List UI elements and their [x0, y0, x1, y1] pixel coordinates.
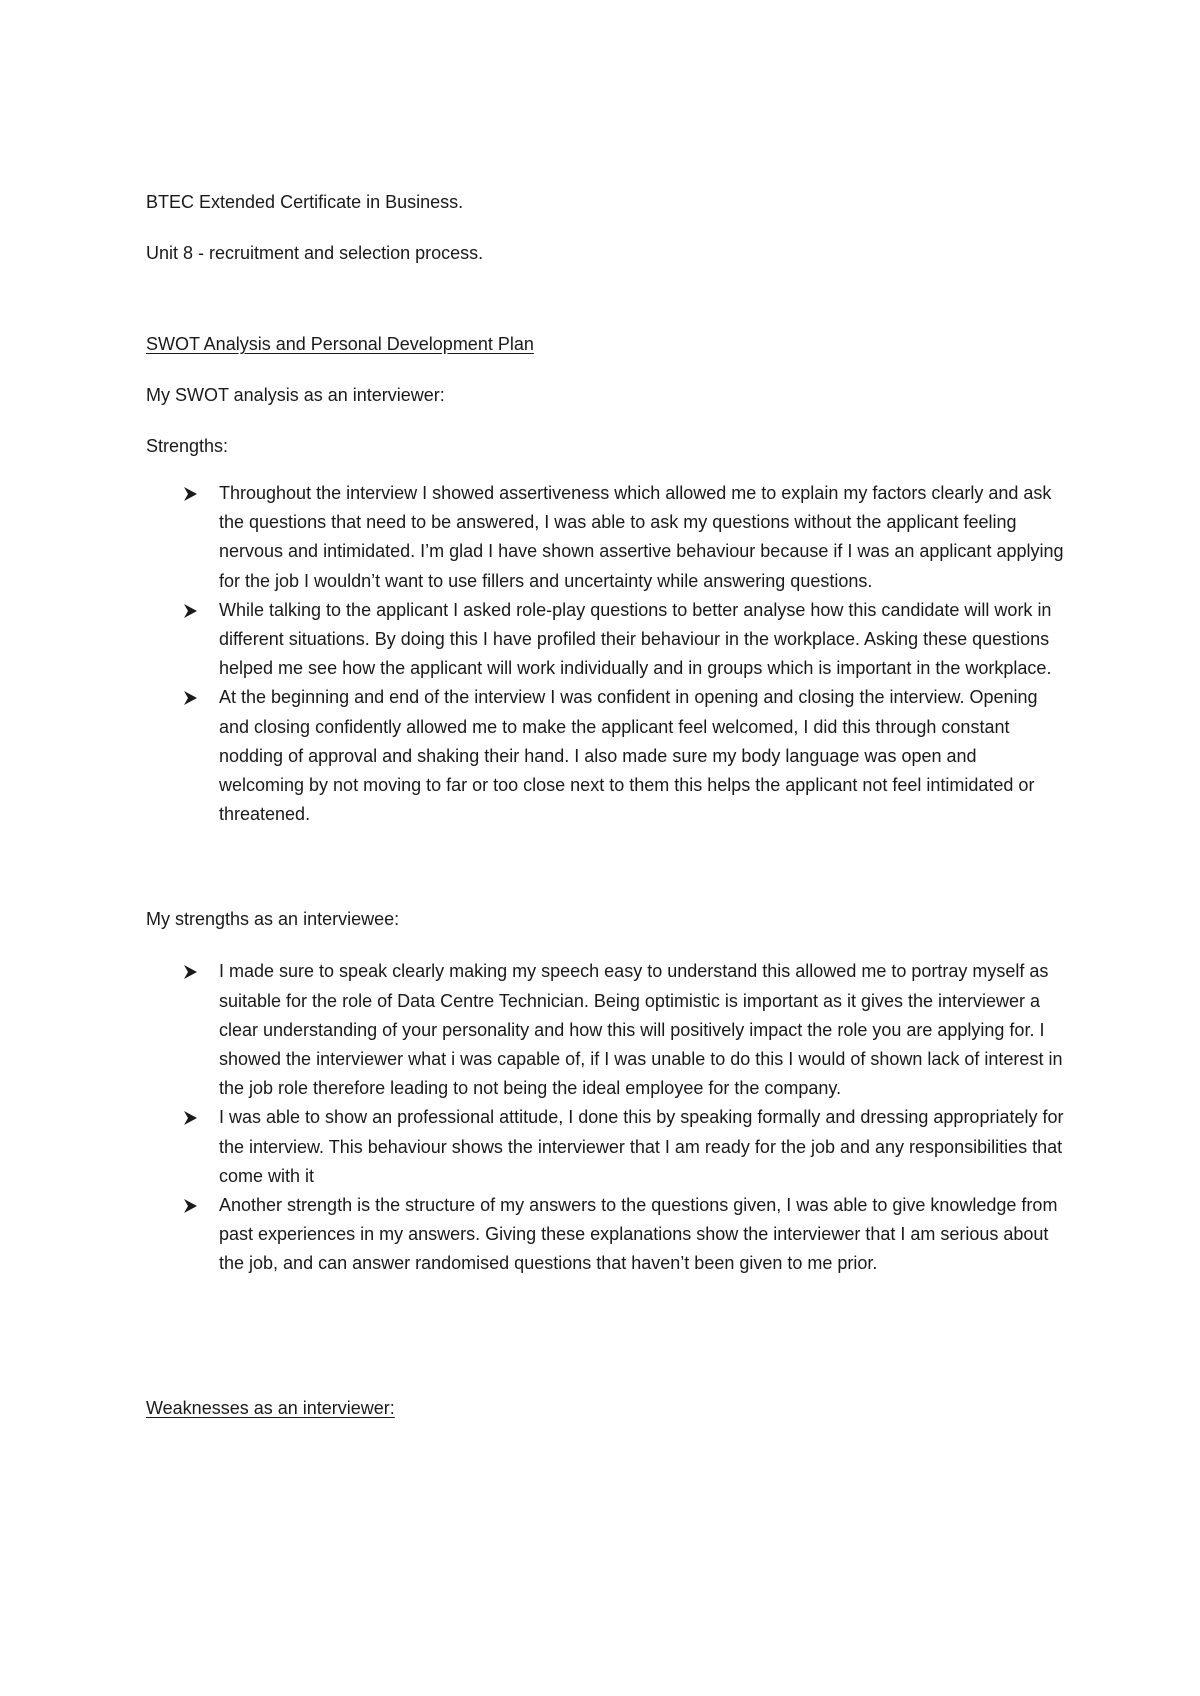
swot-intro: My SWOT analysis as an interviewer:: [146, 385, 445, 405]
bullet-text: I made sure to speak clearly making my speech easy to understand this allowed me to portray myself as suitable for the role of Data Centre Technician. Being optimistic is important as it gives the interviewer a clear understanding of your personality and how this will positively impact the role you are applying for. I showed the interviewer what i was capable of, if I was unable to do this I would of shown lack of interest in the job role therefore leading to not being the ideal employee for the company.: [219, 961, 1063, 1099]
bullet-text: Throughout the interview I showed assertiveness which allowed me to explain my factors clearly and ask the questions that need to be answered, I was able to ask my questions without the applicant feeling nervous and intimidated. I’m glad I have shown assertive behaviour because if I was an applicant applying for the job I wouldn’t want to use fillers and uncertainty while answering questions.: [219, 483, 1064, 591]
arrow-bullet-icon: [183, 1191, 199, 1220]
arrow-bullet-icon: [183, 957, 199, 986]
bullet-text: At the beginning and end of the interview I was confident in opening and closing the interview. Opening and closing confidently allowed me to make the applicant feel welcomed, I did this through constant nodding of approval and shaking their hand. I also made sure my body language was open and welcoming by not moving to far or too close next to them this helps the applicant not feel intimidated or threatened.: [219, 687, 1038, 825]
course-title: BTEC Extended Certificate in Business.: [146, 192, 464, 212]
list-item: [146, 683, 1066, 829]
bullet-text: I was able to show an professional attitude, I done this by speaking formally and dressing appropriately for the interview. This behaviour shows the interviewer that I am ready for the job and any responsibilities that come with it: [219, 1107, 1064, 1186]
bullet-text: While talking to the applicant I asked role-play questions to better analyse how this candidate will work in different situations. By doing this I have profiled their behaviour in the workplace. Asking these questions helped me see how the applicant will work individually and in groups which is important in the workplace.: [219, 599, 1052, 679]
arrow-bullet-icon: [183, 596, 199, 625]
list-item: [146, 1103, 1066, 1191]
arrow-bullet-icon: [183, 479, 199, 508]
weaknesses-heading: Weaknesses as an interviewer:: [146, 1397, 395, 1418]
list-item: [146, 957, 1066, 1103]
section-heading: SWOT Analysis and Personal Development Plan: [146, 334, 534, 354]
document-body: [146, 190, 1066, 1420]
strengths-label: Strengths:: [146, 436, 229, 456]
unit-title: Unit 8 - recruitment and selection process.: [146, 243, 484, 263]
bullet-text: Another strength is the structure of my answers to the questions given, I was able to give knowledge from past experiences in my answers. Giving these explanations show the interviewer that I am serious about the job, and can answer randomised questions that haven’t been given to me prior.: [219, 1195, 1058, 1274]
interviewee-strengths-list: [146, 957, 1066, 1278]
list-item: [146, 1191, 1066, 1279]
interviewee-label: My strengths as an interviewee:: [146, 909, 400, 930]
arrow-bullet-icon: [183, 1103, 199, 1132]
list-item: [146, 479, 1066, 596]
arrow-bullet-icon: [183, 683, 199, 712]
list-item: [146, 596, 1066, 684]
interviewer-strengths-list: [146, 479, 1066, 829]
